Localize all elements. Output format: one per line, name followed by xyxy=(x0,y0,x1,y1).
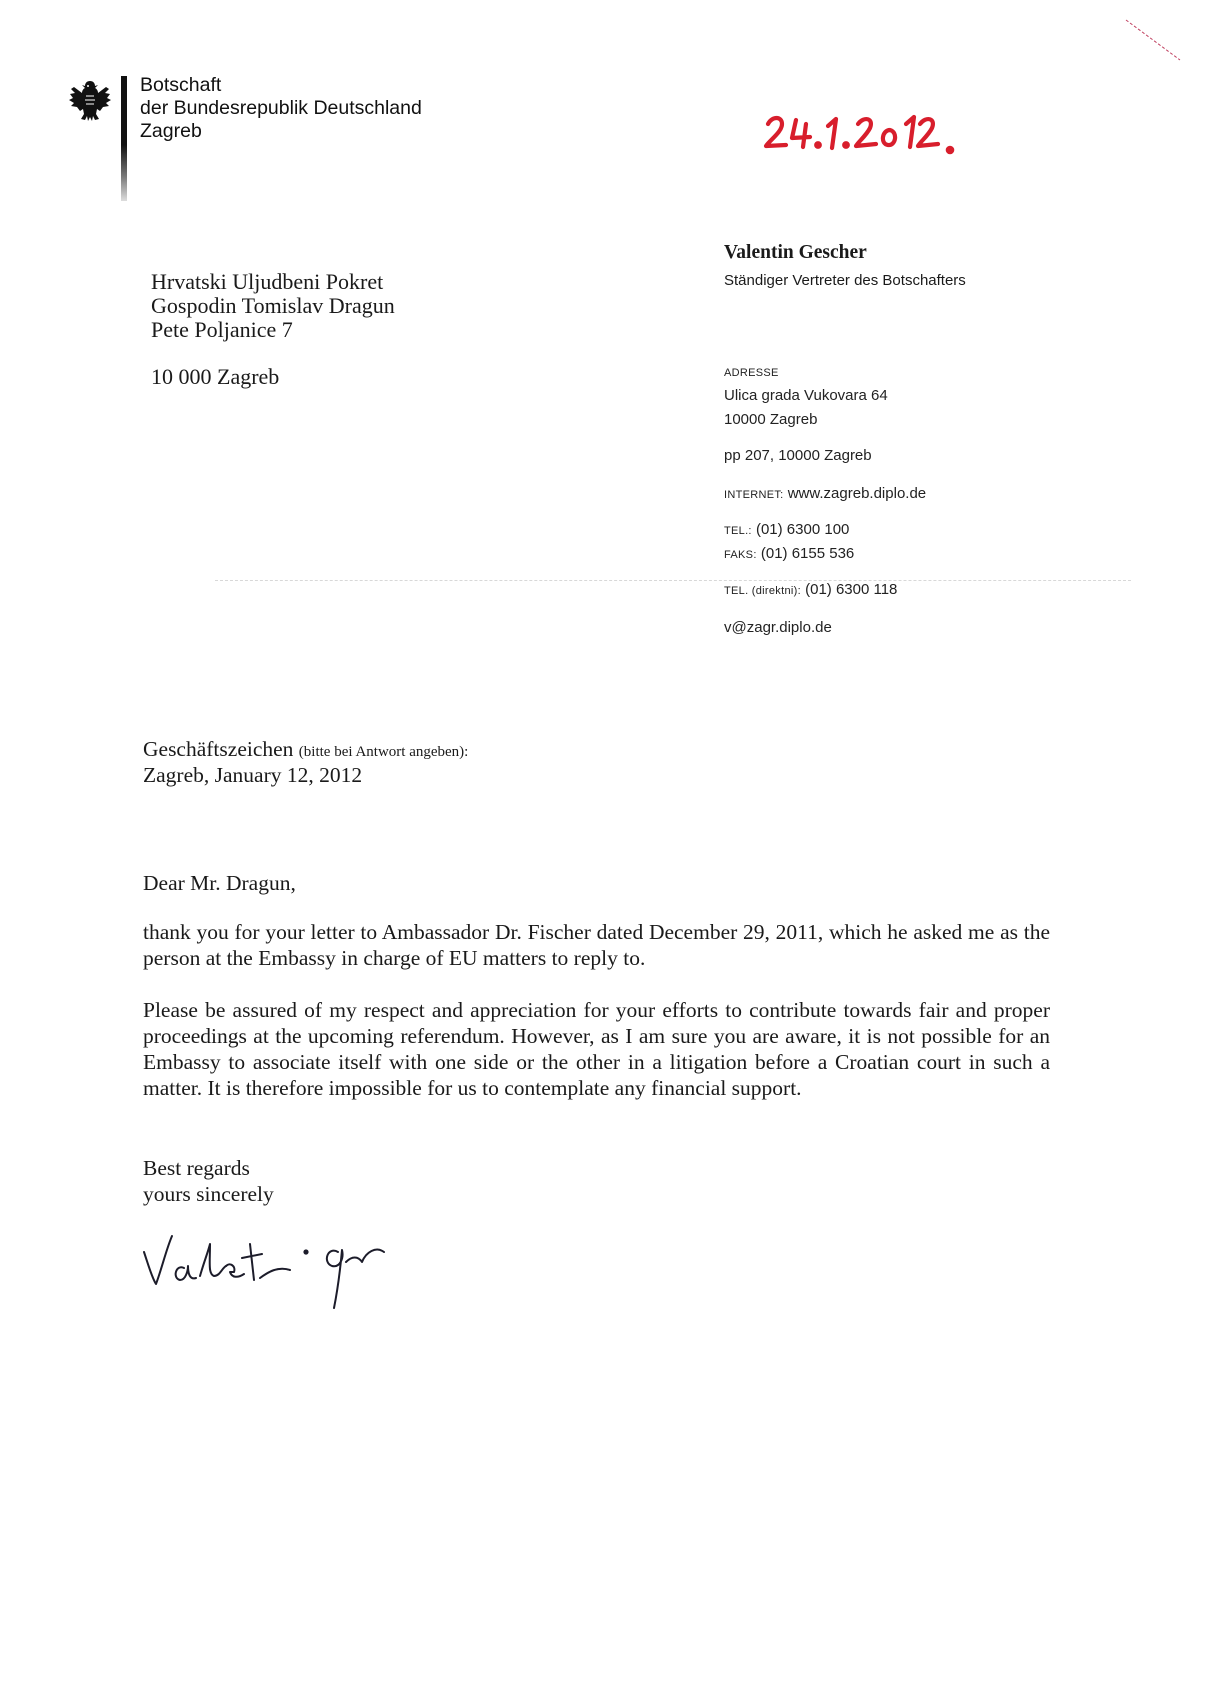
email-link[interactable]: v@zagr.diplo.de xyxy=(724,619,832,636)
internet-link[interactable]: www.zagreb.diplo.de xyxy=(787,485,927,502)
internet-line xyxy=(724,485,926,502)
address-city: 10000 Zagreb xyxy=(724,411,818,428)
scan-mark xyxy=(1124,14,1184,74)
direct-tel-label: TEL. (direktni): xyxy=(724,585,801,597)
reference-line xyxy=(143,736,468,765)
letterhead-line-2: der Bundesrepublik Deutschland xyxy=(140,97,422,119)
letterhead-line-3: Zagreb xyxy=(140,120,202,142)
letter-date: Zagreb, January 12, 2012 xyxy=(143,763,363,787)
reference-note: (bitte bei Antwort angeben): xyxy=(298,744,469,760)
paragraph-2: Please be assured of my respect and appreciation for your efforts to contribute towards fair and proper proceedings at the upcoming referendum. However, as I am sure you are aware, it is not possible for an Embassy to associate itself with one side or the other in a litigation before a Croatian court in such a matter. It is therefore impossible for us to contemplate any financial support. xyxy=(143,998,1050,1100)
fax-value: (01) 6155 536 xyxy=(760,545,855,562)
recipient-line-3: Pete Poljanice 7 xyxy=(151,317,293,342)
letterhead-bar xyxy=(121,76,127,201)
paragraph-1: thank you for your letter to Ambassador Dr. Fischer dated December 29, 2011, which he asked me as the person at the Embassy in charge of EU matters to reply to. xyxy=(143,920,1050,970)
recipient-line-1: Hrvatski Uljudbeni Pokret xyxy=(151,269,384,294)
tel-value: (01) 6300 100 xyxy=(755,521,850,538)
fold-line xyxy=(215,580,1131,581)
signature xyxy=(140,1222,410,1312)
federal-eagle-icon xyxy=(68,78,112,124)
fax-label: FAKS: xyxy=(724,549,757,561)
address-street: Ulica grada Vukovara 64 xyxy=(724,387,888,404)
internet-label: INTERNET: xyxy=(724,489,784,501)
letterhead-line-1: Botschaft xyxy=(140,74,222,96)
tel-label: TEL.: xyxy=(724,525,752,537)
recipient-line-4: 10 000 Zagreb xyxy=(151,364,280,389)
po-box: pp 207, 10000 Zagreb xyxy=(724,447,872,464)
closing-line-2: yours sincerely xyxy=(143,1182,274,1206)
salutation: Dear Mr. Dragun, xyxy=(143,871,296,895)
direct-tel-line xyxy=(724,581,897,598)
reference-label: Geschäftszeichen xyxy=(143,737,294,761)
handwritten-date xyxy=(760,102,1000,162)
sender-name: Valentin Gescher xyxy=(724,242,867,263)
closing-line-1: Best regards xyxy=(143,1156,250,1180)
address-label: ADRESSE xyxy=(724,367,779,379)
fax-line xyxy=(724,545,854,562)
direct-tel-value: (01) 6300 118 xyxy=(805,581,898,598)
tel-line xyxy=(724,521,849,538)
recipient-line-2: Gospodin Tomislav Dragun xyxy=(151,293,395,318)
sender-role: Ständiger Vertreter des Botschafters xyxy=(724,272,966,289)
